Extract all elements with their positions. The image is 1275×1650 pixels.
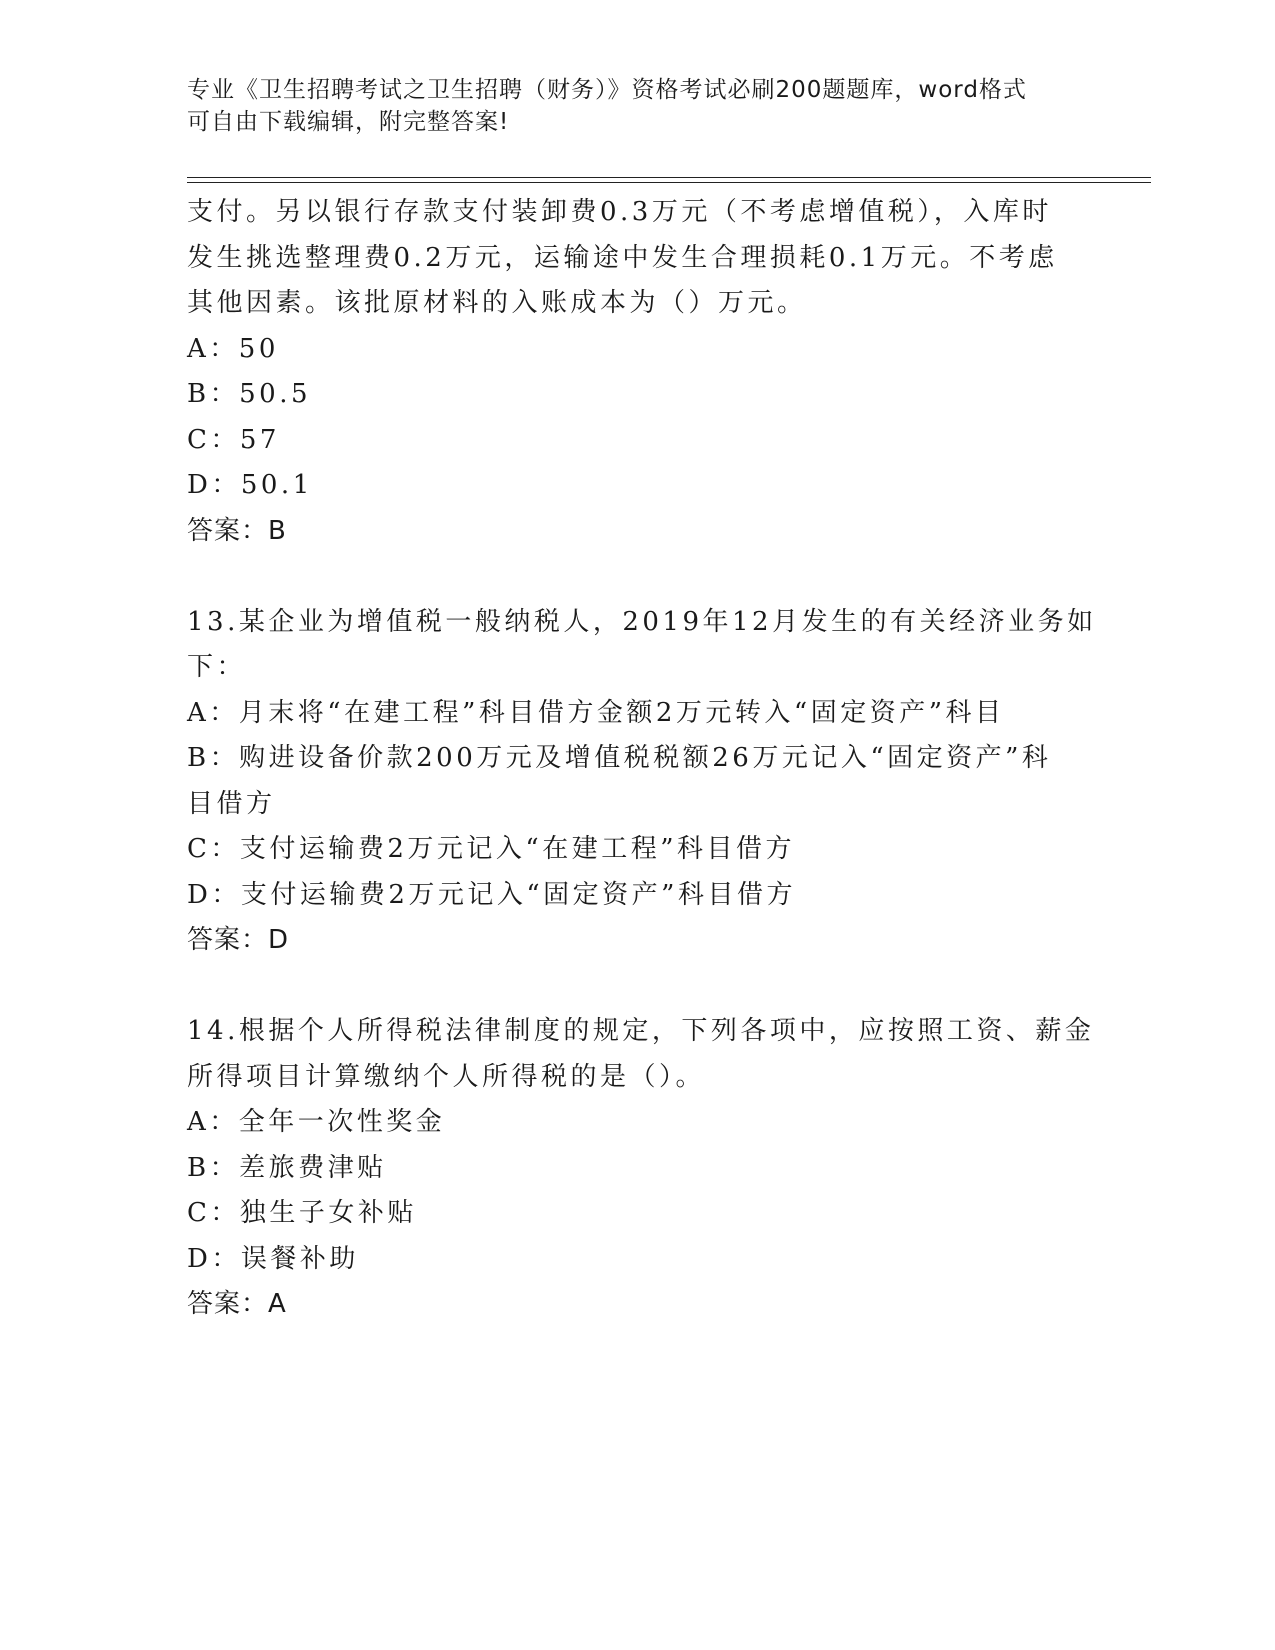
option-b: B：差旅费津贴: [187, 1152, 387, 1183]
answer-label: 答案：A: [187, 1289, 287, 1319]
header-divider-top: [187, 177, 1151, 178]
header-title-line-2: 可自由下载编辑，附完整答案!: [187, 109, 510, 135]
question-block-continued: [187, 190, 1087, 554]
question-block-14: [187, 1009, 1095, 1328]
option-a: A：50: [187, 333, 279, 364]
question-spacer: [187, 554, 1087, 600]
question-text-line: 14.根据个人所得税法律制度的规定，下列各项中，应按照工资、薪金: [187, 1016, 1095, 1046]
option-a: A：全年一次性奖金: [187, 1107, 446, 1137]
option-a: A：月末将“在建工程”科目借方金额2万元转入“固定资产”科目: [187, 697, 1005, 728]
answer-label: 答案：D: [187, 925, 290, 955]
option-b: B：50.5: [187, 379, 311, 409]
option-b-continued: 目借方: [187, 788, 276, 819]
question-spacer: [187, 964, 1087, 1010]
option-d: D：误餐补助: [187, 1243, 359, 1274]
option-c: C：独生子女补贴: [187, 1198, 417, 1228]
header-divider-bottom: [187, 182, 1151, 183]
question-text-line: 所得项目计算缴纳个人所得税的是（）。: [187, 1061, 706, 1092]
option-b: B：购进设备价款200万元及增值税税额26万元记入“固定资产”科: [187, 743, 1052, 773]
document-header: [187, 74, 1087, 138]
question-text-line: 13.某企业为增值税一般纳税人，2019年12月发生的有关经济业务如: [187, 606, 1097, 637]
question-block-13: [187, 600, 1097, 964]
header-title-line-1: 专业《卫生招聘考试之卫生招聘（财务）》资格考试必刷200题题库，word格式: [187, 77, 1027, 103]
question-text-line: 下：: [187, 652, 247, 682]
question-list: [187, 190, 1097, 1328]
question-text-line: 支付。另以银行存款支付装卸费0.3万元（不考虑增值税），入库时: [187, 197, 1052, 227]
option-d: D：支付运输费2万元记入“固定资产”科目借方: [187, 879, 796, 910]
option-d: D：50.1: [187, 470, 313, 500]
question-text-line: 发生挑选整理费0.2万元，运输途中发生合理损耗0.1万元。不考虑: [187, 242, 1058, 273]
question-text-line: 其他因素。该批原材料的入账成本为（）万元。: [187, 288, 807, 318]
option-c: C：支付运输费2万元记入“在建工程”科目借方: [187, 834, 796, 864]
option-c: C：57: [187, 424, 280, 455]
answer-label: 答案：B: [187, 515, 287, 546]
